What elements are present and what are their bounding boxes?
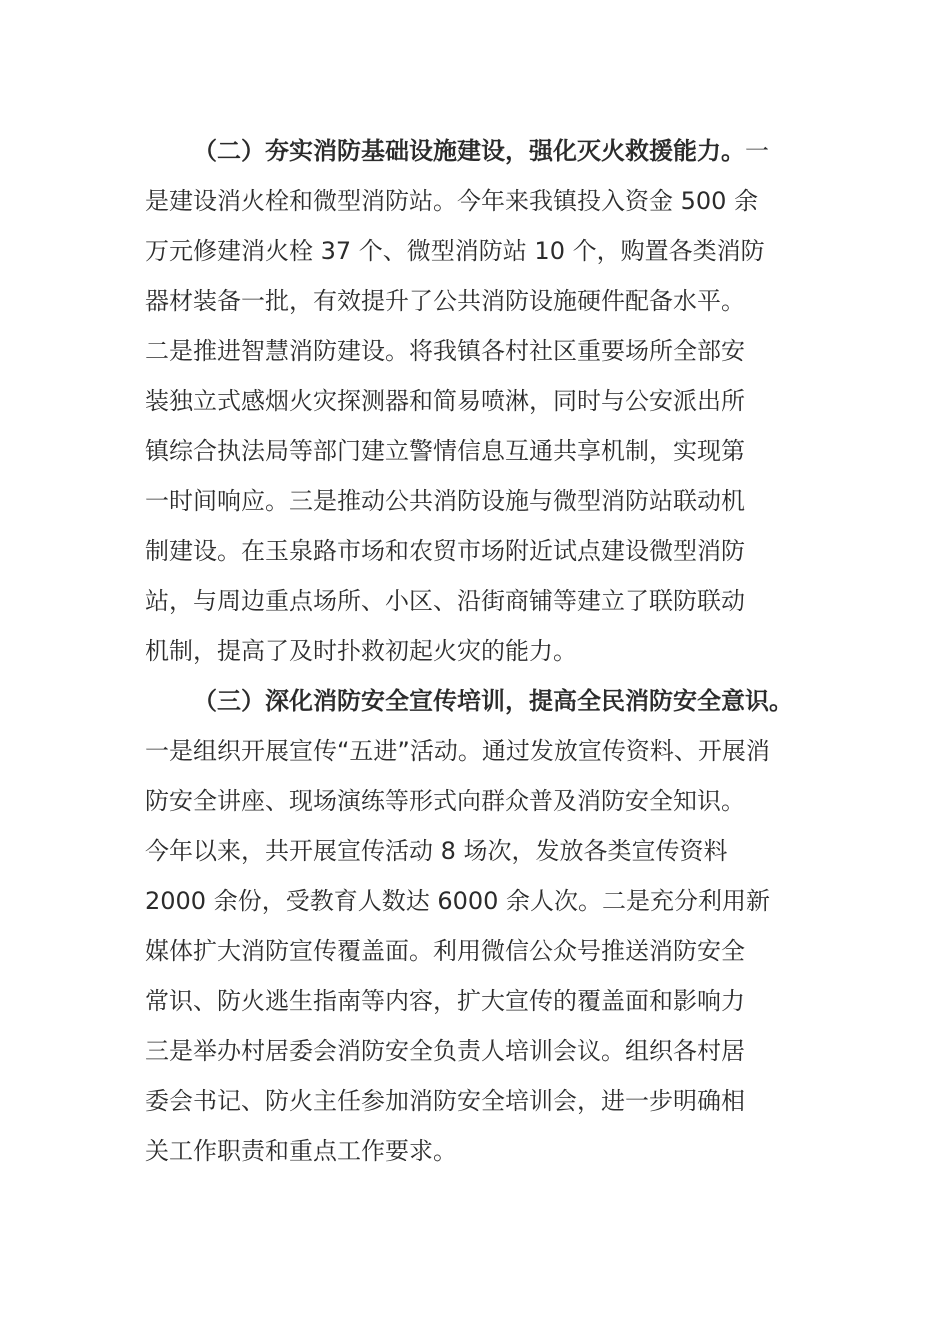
paragraph-line: 二是推进智慧消防建设。将我镇各村社区重要场所全部安: [145, 337, 745, 365]
paragraph-line: 关工作职责和重点工作要求。: [145, 1137, 457, 1165]
paragraph-line: 机制，提高了及时扑救初起火灾的能力。: [145, 637, 577, 665]
paragraph-text: 一: [745, 137, 769, 165]
paragraph-line: 委会书记、防火主任参加消防安全培训会，进一步明确相: [145, 1087, 745, 1115]
paragraph-line: [193, 126, 883, 176]
paragraph-line: 装独立式感烟火灾探测器和简易喷淋，同时与公安派出所: [145, 387, 745, 415]
paragraph-line: 万元修建消火栓 37 个、微型消防站 10 个，购置各类消防: [145, 237, 765, 265]
paragraph-line: 一是组织开展宣传“五进”活动。通过发放宣传资料、开展消: [145, 737, 770, 765]
paragraph-line: 站，与周边重点场所、小区、沿街商铺等建立了联防联动: [145, 587, 745, 615]
paragraph-line: 制建设。在玉泉路市场和农贸市场附近试点建设微型消防: [145, 537, 745, 565]
paragraph-line: 是建设消火栓和微型消防站。今年来我镇投入资金 500 余: [145, 187, 759, 215]
paragraph-line: 镇综合执法局等部门建立警情信息互通共享机制，实现第: [145, 437, 745, 465]
paragraph-line: 2000 余份，受教育人数达 6000 余人次。二是充分利用新: [145, 887, 771, 915]
paragraph-line: 防安全讲座、现场演练等形式向群众普及消防安全知识。: [145, 787, 745, 815]
paragraph-line: [193, 676, 883, 726]
section-three-heading: （三）深化消防安全宣传培训，提高全民消防安全意识。: [193, 687, 793, 715]
section-two-heading: （二）夯实消防基础设施建设，强化灭火救援能力。: [193, 137, 745, 165]
paragraph-line: 一时间响应。三是推动公共消防设施与微型消防站联动机: [145, 487, 745, 515]
paragraph-line: 媒体扩大消防宣传覆盖面。利用微信公众号推送消防安全: [145, 937, 745, 965]
paragraph-line: 今年以来，共开展宣传活动 8 场次，发放各类宣传资料: [145, 837, 728, 865]
paragraph-line: 常识、防火逃生指南等内容，扩大宣传的覆盖面和影响力: [145, 987, 745, 1015]
paragraph-line: 器材装备一批，有效提升了公共消防设施硬件配备水平。: [145, 287, 745, 315]
paragraph-line: 三是举办村居委会消防安全负责人培训会议。组织各村居: [145, 1037, 745, 1065]
